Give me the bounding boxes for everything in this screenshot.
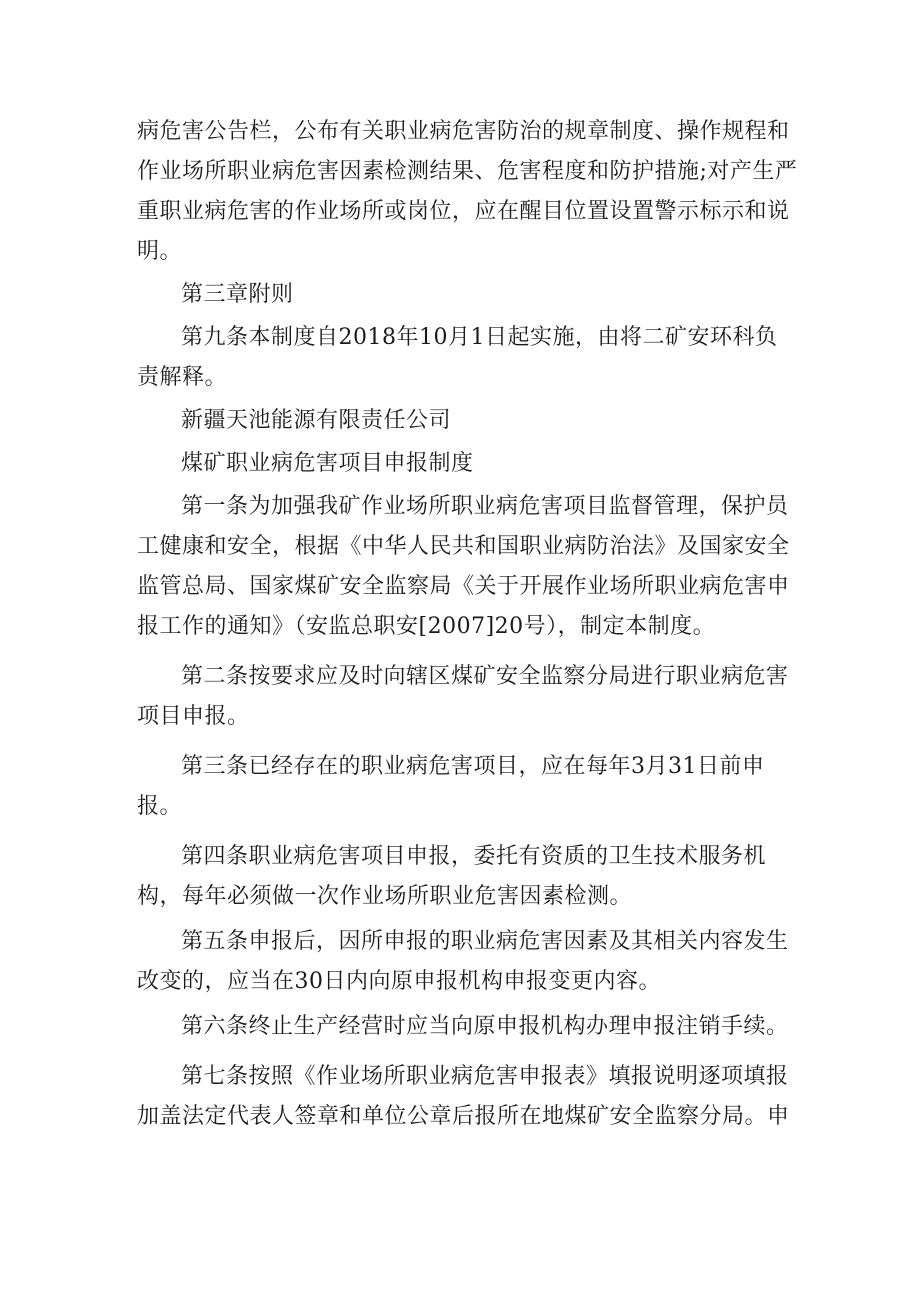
text-line: 第一条为加强我矿作业场所职业病危害项目监督管理，保护员 — [181, 494, 789, 519]
paragraph-article-7 — [137, 1057, 790, 1137]
text-line: 第七条按照《作业场所职业病危害申报表》填报说明逐项填报 — [181, 1064, 789, 1089]
text-line: 监管总局、国家煤矿安全监察局《关于开展作业场所职业病危害申 — [137, 574, 790, 599]
paragraph-article-1 — [137, 487, 790, 647]
text-line: 煤矿职业病危害项目申报制度 — [181, 451, 474, 476]
paragraph-article-2 — [137, 657, 789, 737]
text-line: 第三章附则 — [181, 282, 294, 307]
text-line: 责解释。 — [137, 365, 228, 390]
text-line: 加盖法定代表人签章和单位公章后报所在地煤矿安全监察分局。申 — [137, 1104, 790, 1129]
paragraph-article-6 — [137, 1007, 789, 1047]
text-line: 第九条本制度自2018年10月1日起实施，由将二矿安环科负 — [181, 325, 778, 350]
document-title — [137, 444, 777, 484]
text-line: 重职业病危害的作业场所或岗位，应在醒目位置设置警示标示和说 — [137, 199, 790, 224]
paragraph-article-3 — [137, 747, 777, 827]
text-line: 作业场所职业病危害因素检测结果、危害程度和防护措施;对产生严 — [137, 159, 798, 184]
text-line: 第六条终止生产经营时应当向原申报机构办理申报注销手续。 — [181, 1014, 789, 1039]
paragraph-article-5 — [137, 922, 789, 1002]
company-name — [137, 401, 777, 441]
text-line: 报。 — [137, 794, 183, 819]
paragraph-hazard-notice — [137, 112, 798, 272]
text-line: 第三条已经存在的职业病危害项目，应在每年3月31日前申 — [181, 754, 765, 779]
text-line: 病危害公告栏，公布有关职业病危害防治的规章制度、操作规程和 — [137, 119, 790, 144]
text-line: 改变的，应当在30日内向原申报机构申报变更内容。 — [137, 969, 661, 994]
text-line: 项目申报。 — [137, 704, 250, 729]
text-line: 第二条按要求应及时向辖区煤矿安全监察分局进行职业病危害 — [181, 664, 789, 689]
text-line: 报工作的通知》（安监总职安[2007]20号），制定本制度。 — [137, 614, 716, 639]
text-line: 明。 — [137, 239, 183, 264]
text-line: 工健康和安全，根据《中华人民共和国职业病防治法》及国家安全 — [137, 534, 790, 559]
text-line: 新疆天池能源有限责任公司 — [181, 408, 452, 433]
chapter-heading — [137, 275, 777, 315]
text-line: 第五条申报后，因所申报的职业病危害因素及其相关内容发生 — [181, 929, 789, 954]
paragraph-article-4 — [137, 837, 777, 917]
paragraph-article-9 — [137, 318, 777, 398]
document-body — [137, 112, 798, 1137]
text-line: 构，每年必须做一次作业场所职业危害因素检测。 — [137, 884, 633, 909]
text-line: 第四条职业病危害项目申报，委托有资质的卫生技术服务机 — [181, 844, 767, 869]
